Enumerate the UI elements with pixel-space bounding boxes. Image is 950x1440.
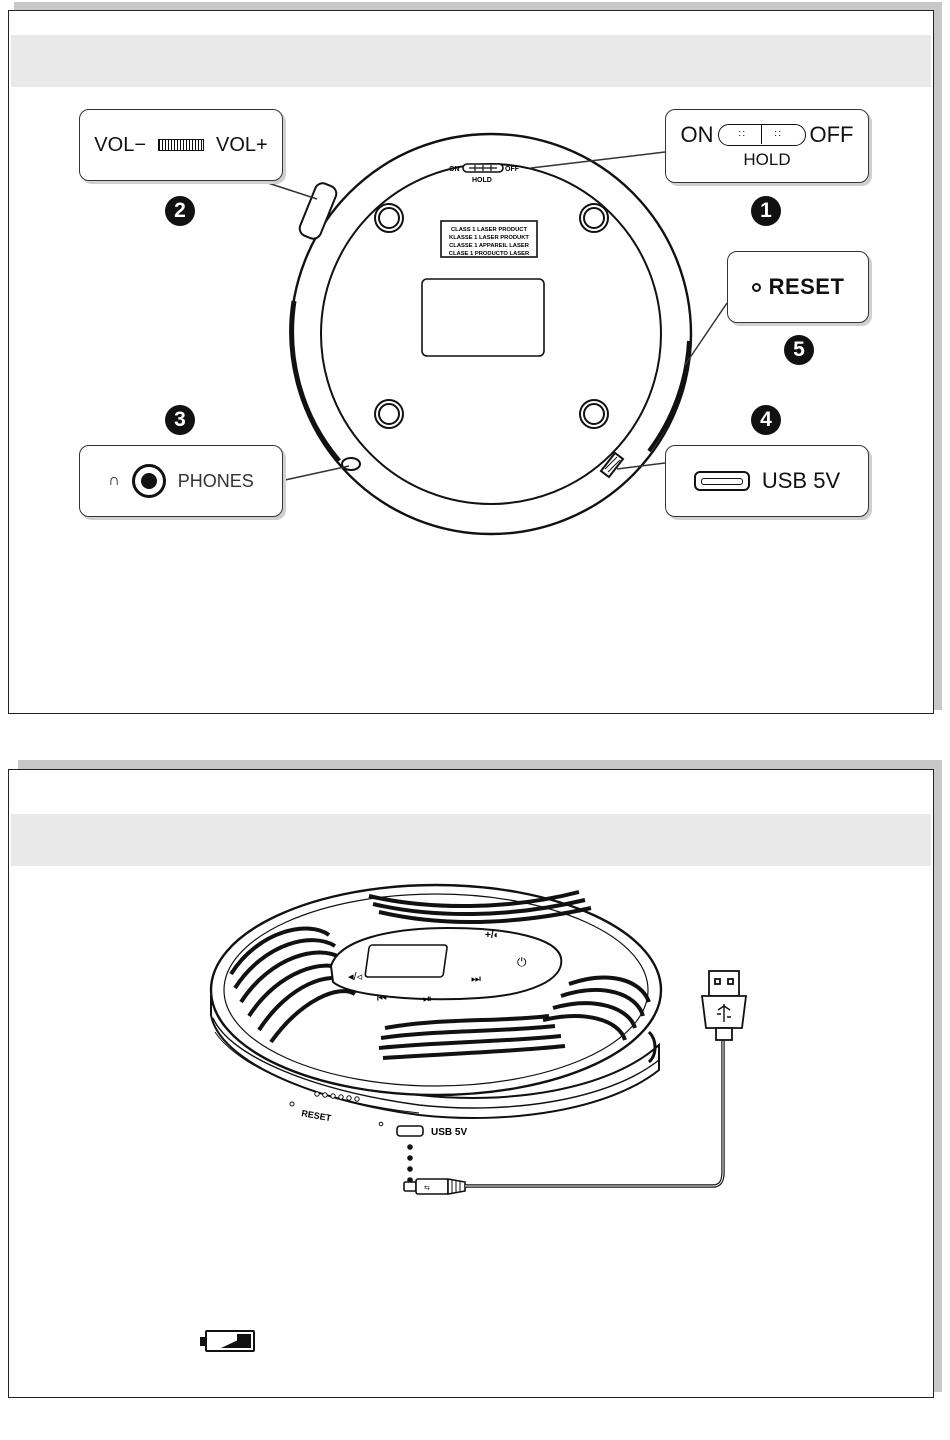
panel-1-shadow — [14, 2, 942, 10]
volume-callout — [79, 109, 283, 181]
svg-text:+/◐: +/◐ — [485, 930, 500, 941]
svg-text:⏯: ⏯ — [423, 993, 432, 1005]
battery-cover — [422, 279, 544, 356]
usb-a-plug — [702, 971, 746, 1040]
phones-label: PHONES — [177, 470, 254, 491]
controls-panel — [8, 10, 934, 714]
hold-switch-icon: ∷ ∷ — [718, 124, 806, 146]
device-reset-text: RESET — [300, 1108, 332, 1124]
reset-label: RESET — [768, 274, 845, 299]
power-hold-callout — [665, 109, 869, 183]
device-charging-illustration — [9, 770, 935, 1399]
laser-label-line-4: CLASE 1 PRODUCTO LASER — [448, 251, 530, 257]
headphone-icon: ∩ — [108, 472, 120, 489]
panel-2-shadow — [18, 760, 942, 769]
usb-callout — [665, 445, 869, 517]
battery-charging-icon — [205, 1330, 255, 1352]
vol-plus-label: VOL+ — [216, 133, 268, 156]
reset-hole-icon — [752, 283, 761, 292]
panel-2-shadow-side — [934, 760, 942, 1392]
phones-callout — [79, 445, 283, 517]
badge-2: 2 — [165, 196, 195, 226]
panel-1-shadow-side — [934, 2, 942, 710]
laser-label-line-3: CLASSE 1 APPAREIL LASER — [449, 243, 529, 249]
device-usb-port — [397, 1126, 423, 1136]
laser-label-line-2: KLASSE 1 LASER PRODUKT — [449, 235, 529, 241]
device-usb-text: USB 5V — [431, 1127, 468, 1138]
reset-callout — [727, 251, 869, 323]
laser-label-line-1: CLASS 1 LASER PRODUCT — [450, 227, 528, 233]
volume-wheel-icon — [158, 139, 204, 151]
svg-text:⇆: ⇆ — [424, 1185, 430, 1192]
device-switch-hold: HOLD — [472, 177, 492, 184]
device-switch-off: OFF — [505, 166, 519, 173]
insertion-dots — [407, 1144, 413, 1183]
usb-port-icon — [694, 471, 750, 491]
svg-text:◂/◃: ◂/◃ — [348, 971, 363, 983]
badge-4: 4 — [751, 405, 781, 435]
charging-panel — [8, 769, 934, 1398]
control-panel — [331, 928, 561, 999]
vol-minus-label: VOL− — [94, 133, 146, 156]
badge-5: 5 — [784, 335, 814, 365]
display-window — [365, 945, 447, 977]
svg-text:⏮: ⏮ — [377, 993, 387, 1005]
hold-label: HOLD — [743, 150, 791, 169]
micro-usb-plug — [404, 1179, 465, 1194]
badge-3: 3 — [165, 405, 195, 435]
svg-text:⏻: ⏻ — [517, 955, 527, 969]
badge-1: 1 — [751, 196, 781, 226]
power-off-label: OFF — [809, 122, 854, 147]
usb-label: USB 5V — [761, 468, 841, 493]
svg-text:⏭: ⏭ — [471, 973, 481, 985]
power-on-label: ON — [680, 122, 714, 147]
headphone-jack-icon — [132, 464, 166, 498]
device-switch-on: ON — [449, 166, 460, 173]
